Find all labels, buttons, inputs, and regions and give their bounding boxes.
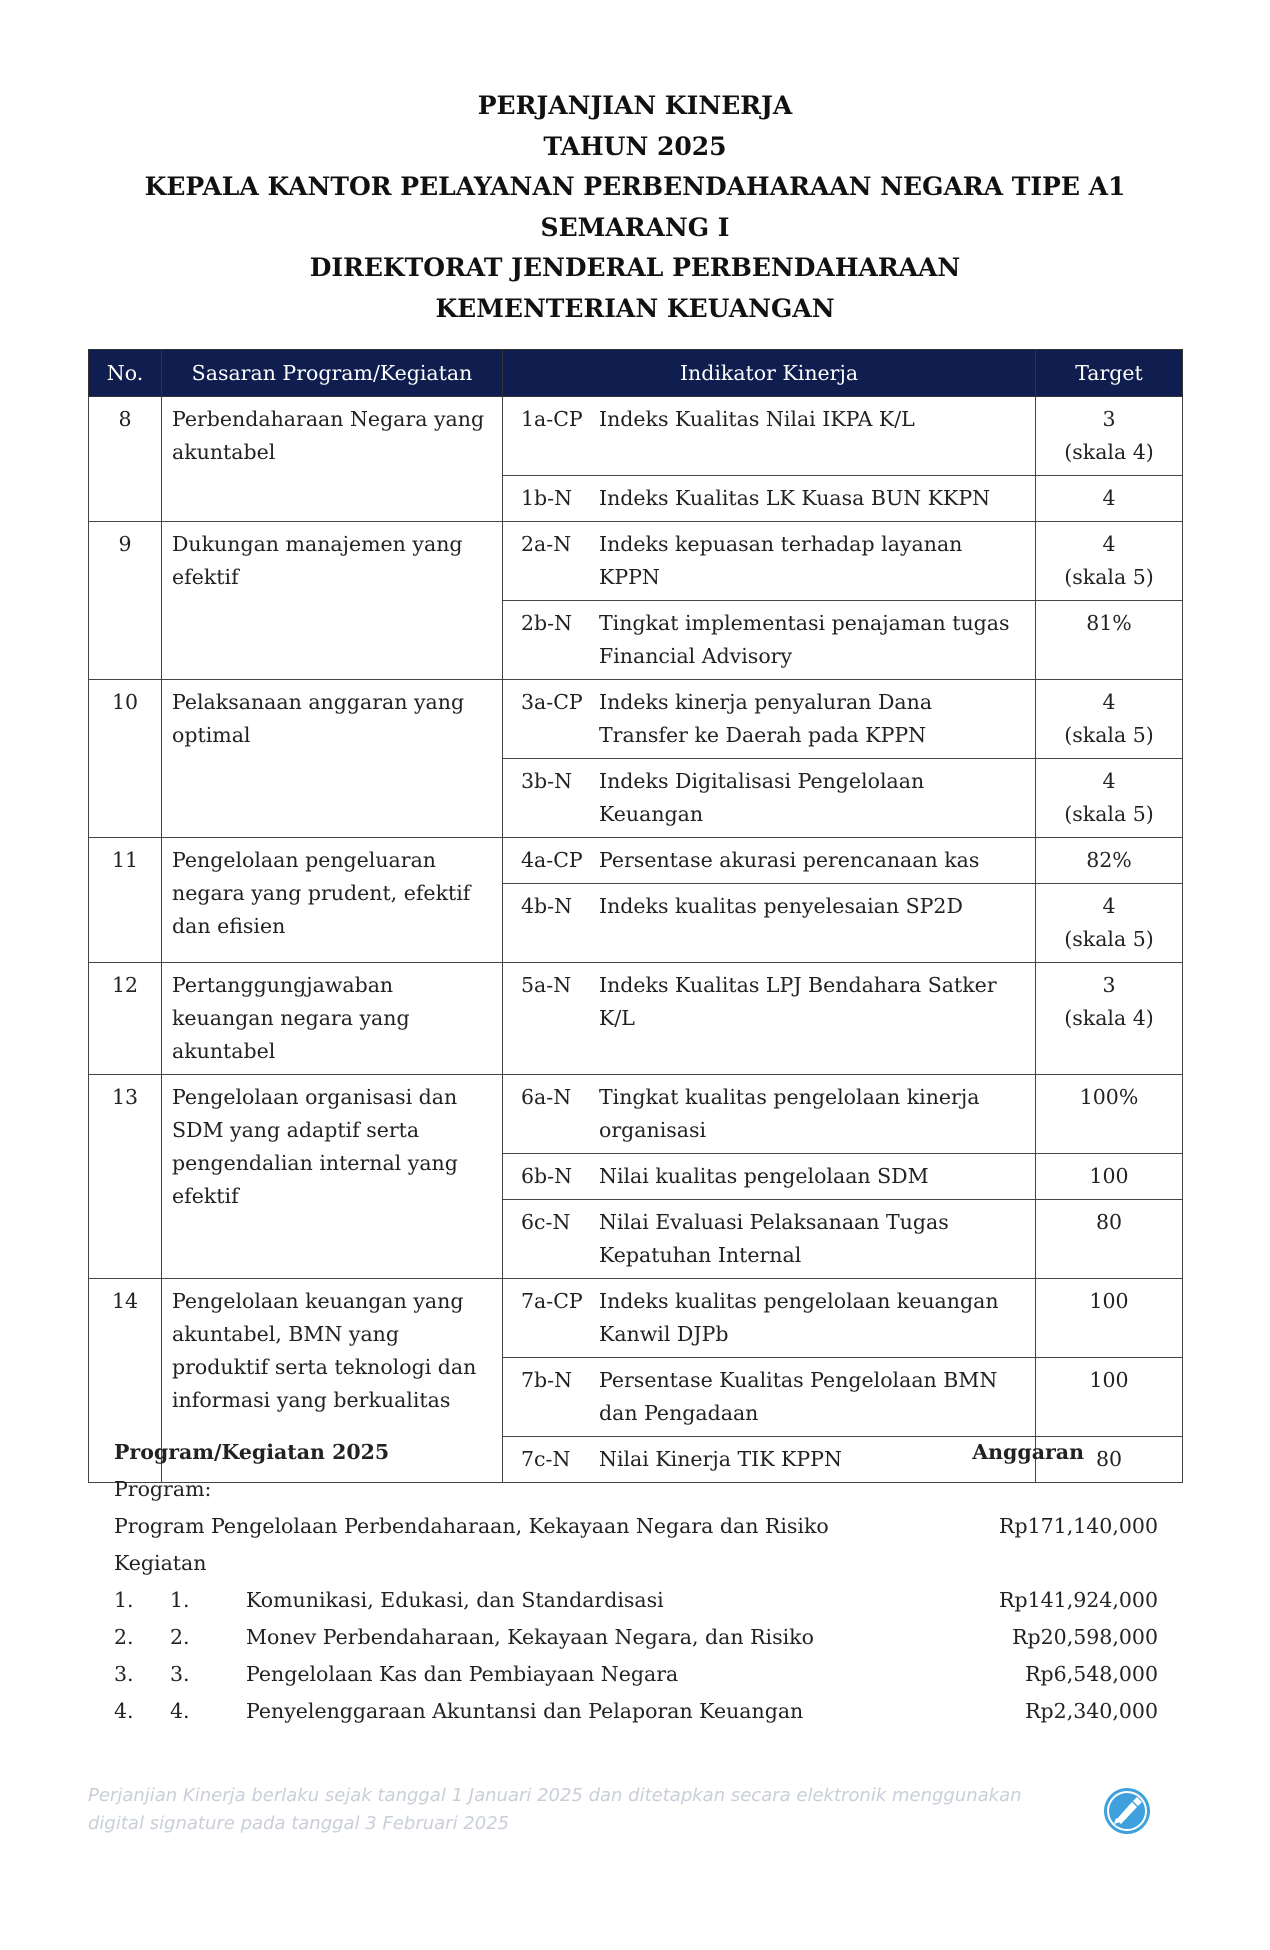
table-body xyxy=(89,397,1183,1483)
kegiatan-label: Kegiatan xyxy=(114,1551,207,1575)
target-scale: (skala 5) xyxy=(1064,802,1154,826)
row-number: 8 xyxy=(89,397,162,522)
kegiatan-name: Komunikasi, Edukasi, dan Standardisasi xyxy=(246,1588,664,1612)
kegiatan-number: 4. xyxy=(114,1699,134,1723)
indicator-code: 5a-N xyxy=(521,973,572,997)
kegiatan-row xyxy=(114,1656,1158,1693)
indicator-name: Nilai kualitas pengelolaan SDM xyxy=(599,1164,929,1188)
footer-line: digital signature pada tanggal 3 Februari 2025 xyxy=(88,1813,510,1834)
indicator-cell xyxy=(503,1200,1036,1279)
indicator-code: 3a-CP xyxy=(521,690,583,714)
indicator-code: 1b-N xyxy=(521,486,573,510)
program-heading-row xyxy=(114,1434,1158,1471)
header-sasaran: Sasaran Program/Kegiatan xyxy=(162,350,503,397)
kegiatan-row xyxy=(114,1619,1158,1656)
kegiatan-number: 2. xyxy=(114,1625,134,1649)
indicator-name: Indeks Kualitas Nilai IKPA K/L xyxy=(599,407,915,431)
indicator-cell xyxy=(503,963,1036,1075)
target-value: 81% xyxy=(1086,611,1132,635)
sasaran-cell: Dukungan manajemen yang efektif xyxy=(162,522,503,680)
indicator-code: 2b-N xyxy=(521,611,573,635)
header-no: No. xyxy=(89,350,162,397)
budget-heading: Anggaran xyxy=(972,1440,1084,1464)
target-cell xyxy=(1036,522,1183,601)
indicator-cell xyxy=(503,1075,1036,1154)
title-line: SEMARANG I xyxy=(540,212,730,242)
target-cell xyxy=(1036,838,1183,884)
program-name: Program Pengelolaan Perbendaharaan, Kekayaan Negara dan Risiko xyxy=(114,1514,829,1538)
kegiatan-row xyxy=(114,1582,1158,1619)
indicator-name: Persentase akurasi perencanaan kas xyxy=(599,848,980,872)
target-cell xyxy=(1036,1358,1183,1437)
row-number: 14 xyxy=(89,1279,162,1483)
table-row xyxy=(89,680,1183,759)
kegiatan-amount: Rp20,598,000 xyxy=(1012,1625,1158,1649)
sasaran-cell: Pengelolaan pengeluaran negara yang prudent, efektif dan efisien xyxy=(162,838,503,963)
kegiatan-name: Pengelolaan Kas dan Pembiayaan Negara xyxy=(246,1662,679,1686)
indicator-cell xyxy=(503,838,1036,884)
target-cell xyxy=(1036,963,1183,1075)
target-cell xyxy=(1036,759,1183,838)
indicator-name: Indeks kualitas penyelesaian SP2D xyxy=(599,894,963,918)
kegiatan-subnumber: 3. xyxy=(170,1662,190,1686)
program-row xyxy=(114,1508,1158,1545)
indicator-name: Indeks kualitas pengelolaan keuangan Kanwil DJPb xyxy=(599,1289,999,1346)
target-cell xyxy=(1036,1279,1183,1358)
target-cell xyxy=(1036,1075,1183,1154)
target-value: 4 xyxy=(1102,690,1116,714)
table-row xyxy=(89,1279,1183,1358)
kegiatan-amount: Rp2,340,000 xyxy=(1025,1699,1158,1723)
target-value: 4 xyxy=(1102,486,1116,510)
footer-line: Perjanjian Kinerja berlaku sejak tanggal 1 Januari 2025 dan ditetapkan secara elektronik menggunakan xyxy=(88,1785,1022,1806)
target-cell xyxy=(1036,1200,1183,1279)
indicator-code: 2a-N xyxy=(521,532,572,556)
indicator-cell xyxy=(503,884,1036,963)
indicator-cell xyxy=(503,476,1036,522)
indicator-cell xyxy=(503,1279,1036,1358)
sasaran-cell: Pertanggungjawaban keuangan negara yang akuntabel xyxy=(162,963,503,1075)
kegiatan-subnumber: 2. xyxy=(170,1625,190,1649)
target-cell xyxy=(1036,397,1183,476)
indicator-cell xyxy=(503,522,1036,601)
kegiatan-label-row xyxy=(114,1545,1158,1582)
indicator-cell xyxy=(503,680,1036,759)
target-value: 100 xyxy=(1089,1289,1129,1313)
indicator-code: 3b-N xyxy=(521,769,573,793)
table-row xyxy=(89,963,1183,1075)
title-line: DIREKTORAT JENDERAL PERBENDAHARAAN xyxy=(309,253,961,282)
program-label-row xyxy=(114,1471,1158,1508)
table-row xyxy=(89,522,1183,601)
indicator-cell xyxy=(503,601,1036,680)
target-cell xyxy=(1036,884,1183,963)
kegiatan-row xyxy=(114,1693,1158,1730)
title-line: PERJANJIAN KINERJA xyxy=(477,91,793,120)
kegiatan-subnumber: 4. xyxy=(170,1699,190,1723)
indicator-cell xyxy=(503,397,1036,476)
indicator-code: 4a-CP xyxy=(521,848,583,872)
table-row xyxy=(89,1075,1183,1154)
target-value: 82% xyxy=(1086,848,1132,872)
indicator-name: Indeks kepuasan terhadap layanan KPPN xyxy=(599,532,963,589)
target-value: 4 xyxy=(1102,894,1116,918)
footer-note xyxy=(88,1782,1068,1838)
row-number: 11 xyxy=(89,838,162,963)
indicator-name: Nilai Kinerja TIK KPPN xyxy=(599,1447,842,1471)
target-value: 100% xyxy=(1079,1085,1139,1109)
indicator-cell xyxy=(503,1358,1036,1437)
target-value: 80 xyxy=(1095,1210,1123,1234)
indicator-code: 6a-N xyxy=(521,1085,572,1109)
indicator-code: 7b-N xyxy=(521,1368,573,1392)
signature-seal-icon xyxy=(1102,1786,1152,1836)
row-number: 12 xyxy=(89,963,162,1075)
indicator-name: Persentase Kualitas Pengelolaan BMN dan Pengadaan xyxy=(599,1368,998,1425)
indicator-code: 7a-CP xyxy=(521,1289,583,1313)
indicator-code: 4b-N xyxy=(521,894,573,918)
target-cell xyxy=(1036,601,1183,680)
target-value: 4 xyxy=(1102,769,1116,793)
program-label: Program: xyxy=(114,1477,212,1501)
sasaran-cell: Perbendaharaan Negara yang akuntabel xyxy=(162,397,503,522)
kegiatan-amount: Rp141,924,000 xyxy=(999,1588,1158,1612)
document-title xyxy=(0,86,1270,329)
indicator-name: Indeks Kualitas LK Kuasa BUN KKPN xyxy=(599,486,991,510)
indicator-name: Indeks Digitalisasi Pengelolaan Keuangan xyxy=(599,769,925,826)
target-cell xyxy=(1036,476,1183,522)
title-line: TAHUN 2025 xyxy=(543,131,727,161)
header-indikator: Indikator Kinerja xyxy=(503,350,1036,397)
target-scale: (skala 5) xyxy=(1064,927,1154,951)
indicator-name: Nilai Evaluasi Pelaksanaan Tugas Kepatuhan Internal xyxy=(599,1210,949,1267)
indicator-code: 6c-N xyxy=(521,1210,571,1234)
target-cell xyxy=(1036,680,1183,759)
header-target: Target xyxy=(1036,350,1183,397)
target-cell xyxy=(1036,1154,1183,1200)
kegiatan-name: Penyelenggaraan Akuntansi dan Pelaporan Keuangan xyxy=(246,1699,804,1723)
table-header-row xyxy=(89,350,1183,397)
row-number: 10 xyxy=(89,680,162,838)
sasaran-cell: Pengelolaan keuangan yang akuntabel, BMN yang produktif serta teknologi dan informasi yang berkualitas xyxy=(162,1279,503,1483)
title-line: KEMENTERIAN KEUANGAN xyxy=(435,293,835,323)
indicator-cell xyxy=(503,1154,1036,1200)
kegiatan-list xyxy=(114,1582,1158,1730)
table-row xyxy=(89,838,1183,884)
target-value: 100 xyxy=(1089,1164,1129,1188)
target-value: 80 xyxy=(1095,1447,1123,1471)
row-number: 13 xyxy=(89,1075,162,1279)
program-amount: Rp171,140,000 xyxy=(999,1514,1158,1538)
target-value: 100 xyxy=(1089,1368,1129,1392)
indicator-name: Tingkat kualitas pengelolaan kinerja organisasi xyxy=(599,1085,980,1142)
indicator-cell xyxy=(503,759,1036,838)
indicator-code: 1a-CP xyxy=(521,407,583,431)
kegiatan-number: 3. xyxy=(114,1662,134,1686)
program-heading: Program/Kegiatan 2025 xyxy=(114,1440,390,1464)
target-scale: (skala 5) xyxy=(1064,565,1154,589)
indicator-code: 6b-N xyxy=(521,1164,573,1188)
program-section xyxy=(114,1434,1158,1730)
indicator-name: Tingkat implementasi penajaman tugas Financial Advisory xyxy=(599,611,1010,668)
title-line: KEPALA KANTOR PELAYANAN PERBENDAHARAAN NEGARA TIPE A1 xyxy=(144,172,1126,201)
target-value: 4 xyxy=(1102,532,1116,556)
indicator-name: Indeks Kualitas LPJ Bendahara Satker K/L xyxy=(599,973,997,1030)
kegiatan-amount: Rp6,548,000 xyxy=(1025,1662,1158,1686)
target-value: 3 xyxy=(1102,973,1116,997)
target-value: 3 xyxy=(1102,407,1116,431)
kegiatan-number: 1. xyxy=(114,1588,134,1612)
indicator-name: Indeks kinerja penyaluran Dana Transfer ke Daerah pada KPPN xyxy=(599,690,933,747)
target-scale: (skala 4) xyxy=(1064,440,1154,464)
sasaran-cell: Pelaksanaan anggaran yang optimal xyxy=(162,680,503,838)
performance-table xyxy=(88,349,1183,1483)
target-scale: (skala 4) xyxy=(1064,1006,1154,1030)
table-row xyxy=(89,397,1183,476)
kegiatan-subnumber: 1. xyxy=(170,1588,190,1612)
target-scale: (skala 5) xyxy=(1064,723,1154,747)
sasaran-cell: Pengelolaan organisasi dan SDM yang adaptif serta pengendalian internal yang efektif xyxy=(162,1075,503,1279)
indicator-code: 7c-N xyxy=(521,1447,571,1471)
kegiatan-name: Monev Perbendaharaan, Kekayaan Negara, dan Risiko xyxy=(246,1625,814,1649)
row-number: 9 xyxy=(89,522,162,680)
